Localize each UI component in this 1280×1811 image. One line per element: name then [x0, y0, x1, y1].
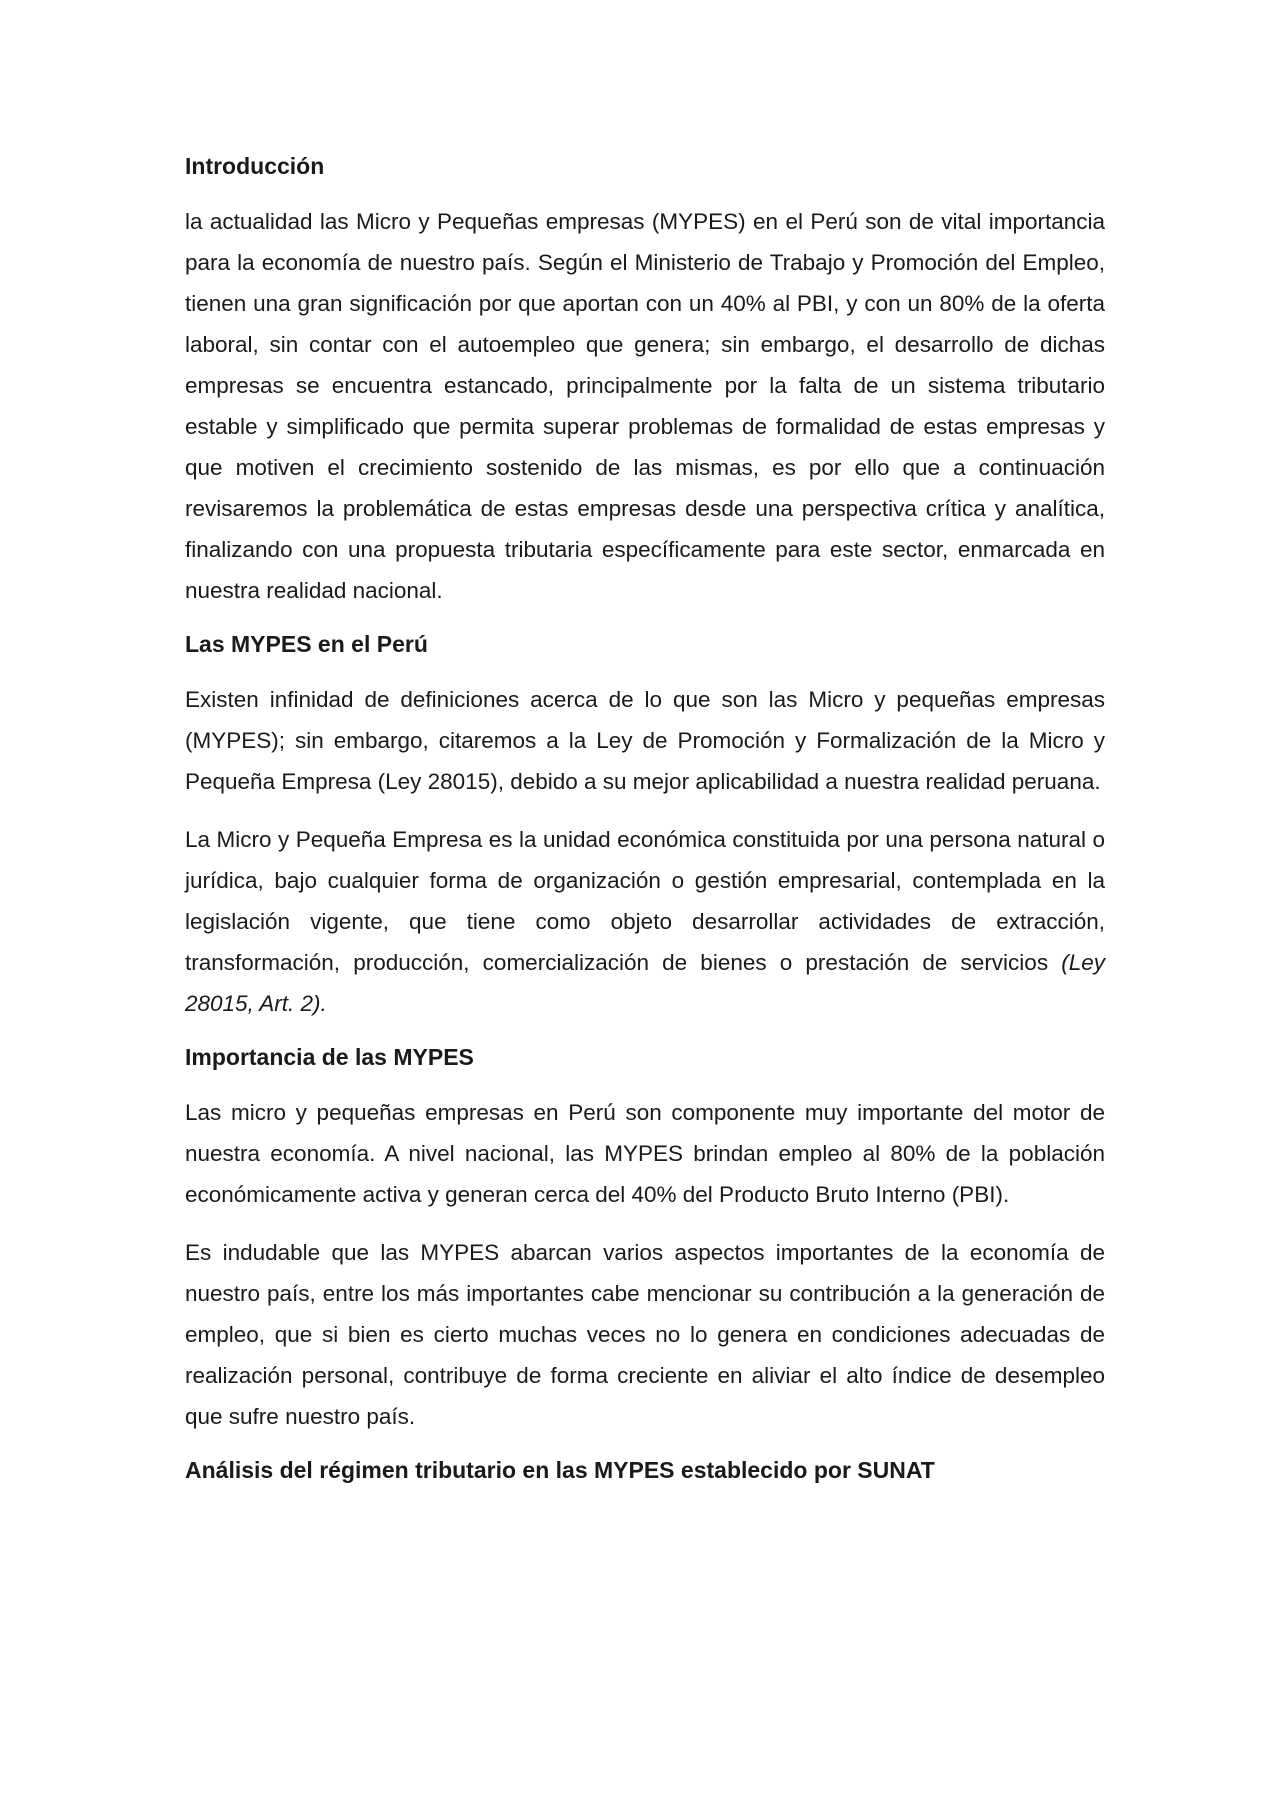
- document-page: [185, 150, 1105, 1505]
- importance-paragraph-1: Las micro y pequeñas empresas en Perú son componente muy importante del motor de nuestra economía. A nivel nacional, las MYPES brindan empleo al 80% de la población económicamente activa y generan cerca del 40% del Producto Bruto Interno (PBI).: [185, 1100, 1105, 1207]
- definitions-paragraph: Existen infinidad de definiciones acerca de lo que son las Micro y pequeñas empresas (MYPES); sin embargo, citaremos a la Ley de Promoción y Formalización de la Micro y Pequeña Empresa (Ley 28015), debido a su mejor aplicabilidad a nuestra realidad peruana.: [185, 687, 1105, 794]
- law-citation: (Ley 28015, Art. 2).: [185, 950, 1105, 1016]
- section-heading-analisis: Análisis del régimen tributario en las MYPES establecido por SUNAT: [185, 1457, 935, 1483]
- section-heading-introduccion: Introducción: [185, 153, 325, 179]
- section-heading-importancia: Importancia de las MYPES: [185, 1044, 474, 1070]
- intro-paragraph: la actualidad las Micro y Pequeñas empresas (MYPES) en el Perú son de vital importancia para la economía de nuestro país. Según el Ministerio de Trabajo y Promoción del Empleo, tienen una gran significación por que aportan con un 40% al PBI, y con un 80% de la oferta laboral, sin contar con el autoempleo que genera; sin embargo, el desarrollo de dichas empresas se encuentra estancado, principalmente por la falta de un sistema tributario estable y simplificado que permita superar problemas de formalidad de estas empresas y que motiven el crecimiento sostenido de las mismas, es por ello que a continuación revisaremos la problemática de estas empresas desde una perspectiva crítica y analítica, finalizando con una propuesta tributaria específicamente para este sector, enmarcada en nuestra realidad nacional.: [185, 209, 1105, 603]
- law-definition-text: La Micro y Pequeña Empresa es la unidad económica constituida por una persona natural o jurídica, bajo cualquier forma de organización o gestión empresarial, contemplada en la legislación vigente, que tiene como objeto desarrollar actividades de extracción, transformación, producción, comercialización de bienes o prestación de servicios: [185, 827, 1105, 975]
- section-heading-mypes-peru: Las MYPES en el Perú: [185, 631, 428, 657]
- importance-paragraph-2: Es indudable que las MYPES abarcan varios aspectos importantes de la economía de nuestro país, entre los más importantes cabe mencionar su contribución a la generación de empleo, que si bien es cierto muchas veces no lo genera en condiciones adecuadas de realización personal, contribuye de forma creciente en aliviar el alto índice de desempleo que sufre nuestro país.: [185, 1240, 1105, 1429]
- law-definition-paragraph: [185, 819, 1105, 1024]
